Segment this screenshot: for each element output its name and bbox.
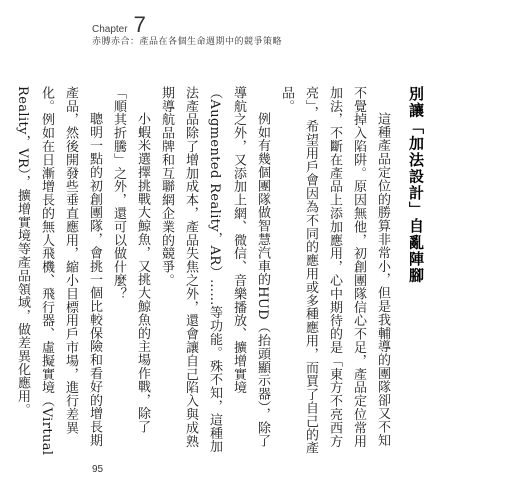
paragraph: 小蝦米選擇挑戰大鯨魚，又挑大鯨魚的主場作戰，除了「順其折騰」之外，還可以做什麼？ — [111, 86, 150, 434]
page-number: 95 — [92, 464, 104, 475]
paragraph: 聰明一點的初創團隊，會挑一個比較保險和看好的增長期產品，然後開發些垂直應用，縮小目標用戶市場，進行差異化。例如在日漸增長的無人飛機、飛行器、虛擬實境（Virtual Reality，VR），擴增實境等產品領域，做差異化應用。 — [15, 86, 102, 456]
chapter-number: 7 — [133, 12, 146, 37]
chapter-label — [92, 14, 282, 36]
chapter-subtitle: 赤膊赤合：產品在各個生命週期中的競爭策略 — [92, 37, 283, 47]
paragraph: 這種產品定位的勝算非常小，但是我輔導的團隊卻又不知不覺掉入陷阱。原因無他，初創團隊信心不足，產品定位常用加法，不斷在產品上添加應用，心中期待的是「東方不亮西方亮」，希望用戶會因為不同的應用或多種應用，而買了自己的產品。 — [279, 86, 390, 455]
paragraph: 例如有幾個團隊做智慧汽車的HUD（抬頭顯示器），除了導航之外，又添加上網、微信、音樂播放、擴增實境（Augmented Reality，AR）……等功能。殊不知，這種加法產品除了增加成本，產品失焦之外，還會讓自己陷入與成熟期導航品牌和互聯網企業的競爭。 — [159, 86, 270, 454]
running-header — [92, 14, 282, 47]
section-heading: 別讓「加法設計」自亂陣腳 — [407, 86, 425, 284]
chapter-word: Chapter — [92, 24, 128, 35]
vertical-body-text — [10, 86, 428, 456]
